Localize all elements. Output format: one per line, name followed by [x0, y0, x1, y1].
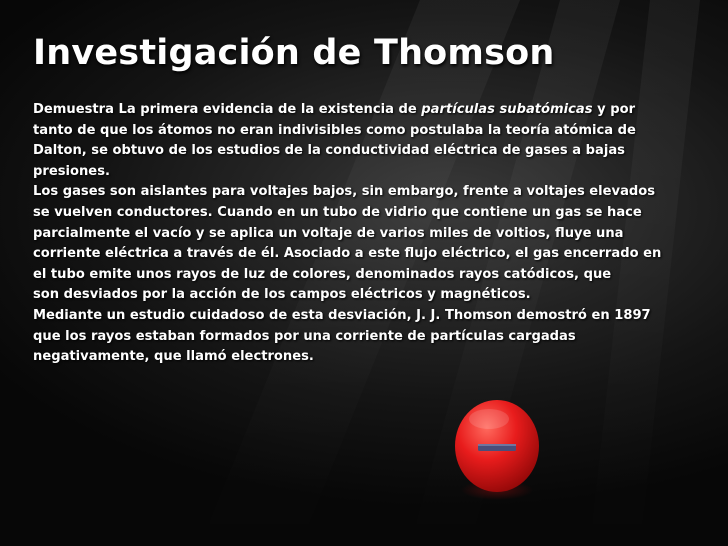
italic-term: partículas subatómicas [421, 102, 593, 117]
body-line-text: y por [592, 102, 636, 117]
body-line: Mediante un estudio cuidadoso de esta desviación, J. J. Thomson demostró en 1897 [33, 307, 651, 323]
body-line: Los gases son aislantes para voltajes bajos, sin embargo, frente a voltajes elevados [33, 184, 656, 200]
body-line: tanto de que los átomos no eran indivisibles como postulaba la teoría atómica de [33, 122, 636, 138]
body-line: que los rayos estaban formados por una corriente de partículas cargadas [33, 328, 576, 344]
body-line: el tubo emite unos rayos de luz de colores, denominados rayos catódicos, que [33, 266, 612, 282]
slide-title: Investigación de Thomson [33, 33, 555, 73]
body-line: corriente eléctrica a través de él. Asociado a este flujo eléctrico, el gas encerrado en [33, 246, 662, 262]
body-line: se vuelven conductores. Cuando en un tubo de vidrio que contiene un gas se hace [33, 204, 642, 220]
negative-charge-icon [454, 397, 540, 505]
body-line-text: Demuestra La primera evidencia de la existencia de [33, 102, 422, 117]
body-line: presiones. [33, 163, 110, 179]
body-line [33, 100, 693, 121]
slide-body-text [33, 100, 693, 368]
body-line: Dalton, se obtuvo de los estudios de la conductividad eléctrica de gases a bajas [33, 143, 625, 159]
body-line: parcialmente el vacío y se aplica un voltaje de varios miles de voltios, fluye una [33, 225, 624, 241]
body-line: son desviados por la acción de los campos eléctricos y magnéticos. [33, 287, 531, 303]
body-line: negativamente, que llamó electrones. [33, 349, 314, 365]
